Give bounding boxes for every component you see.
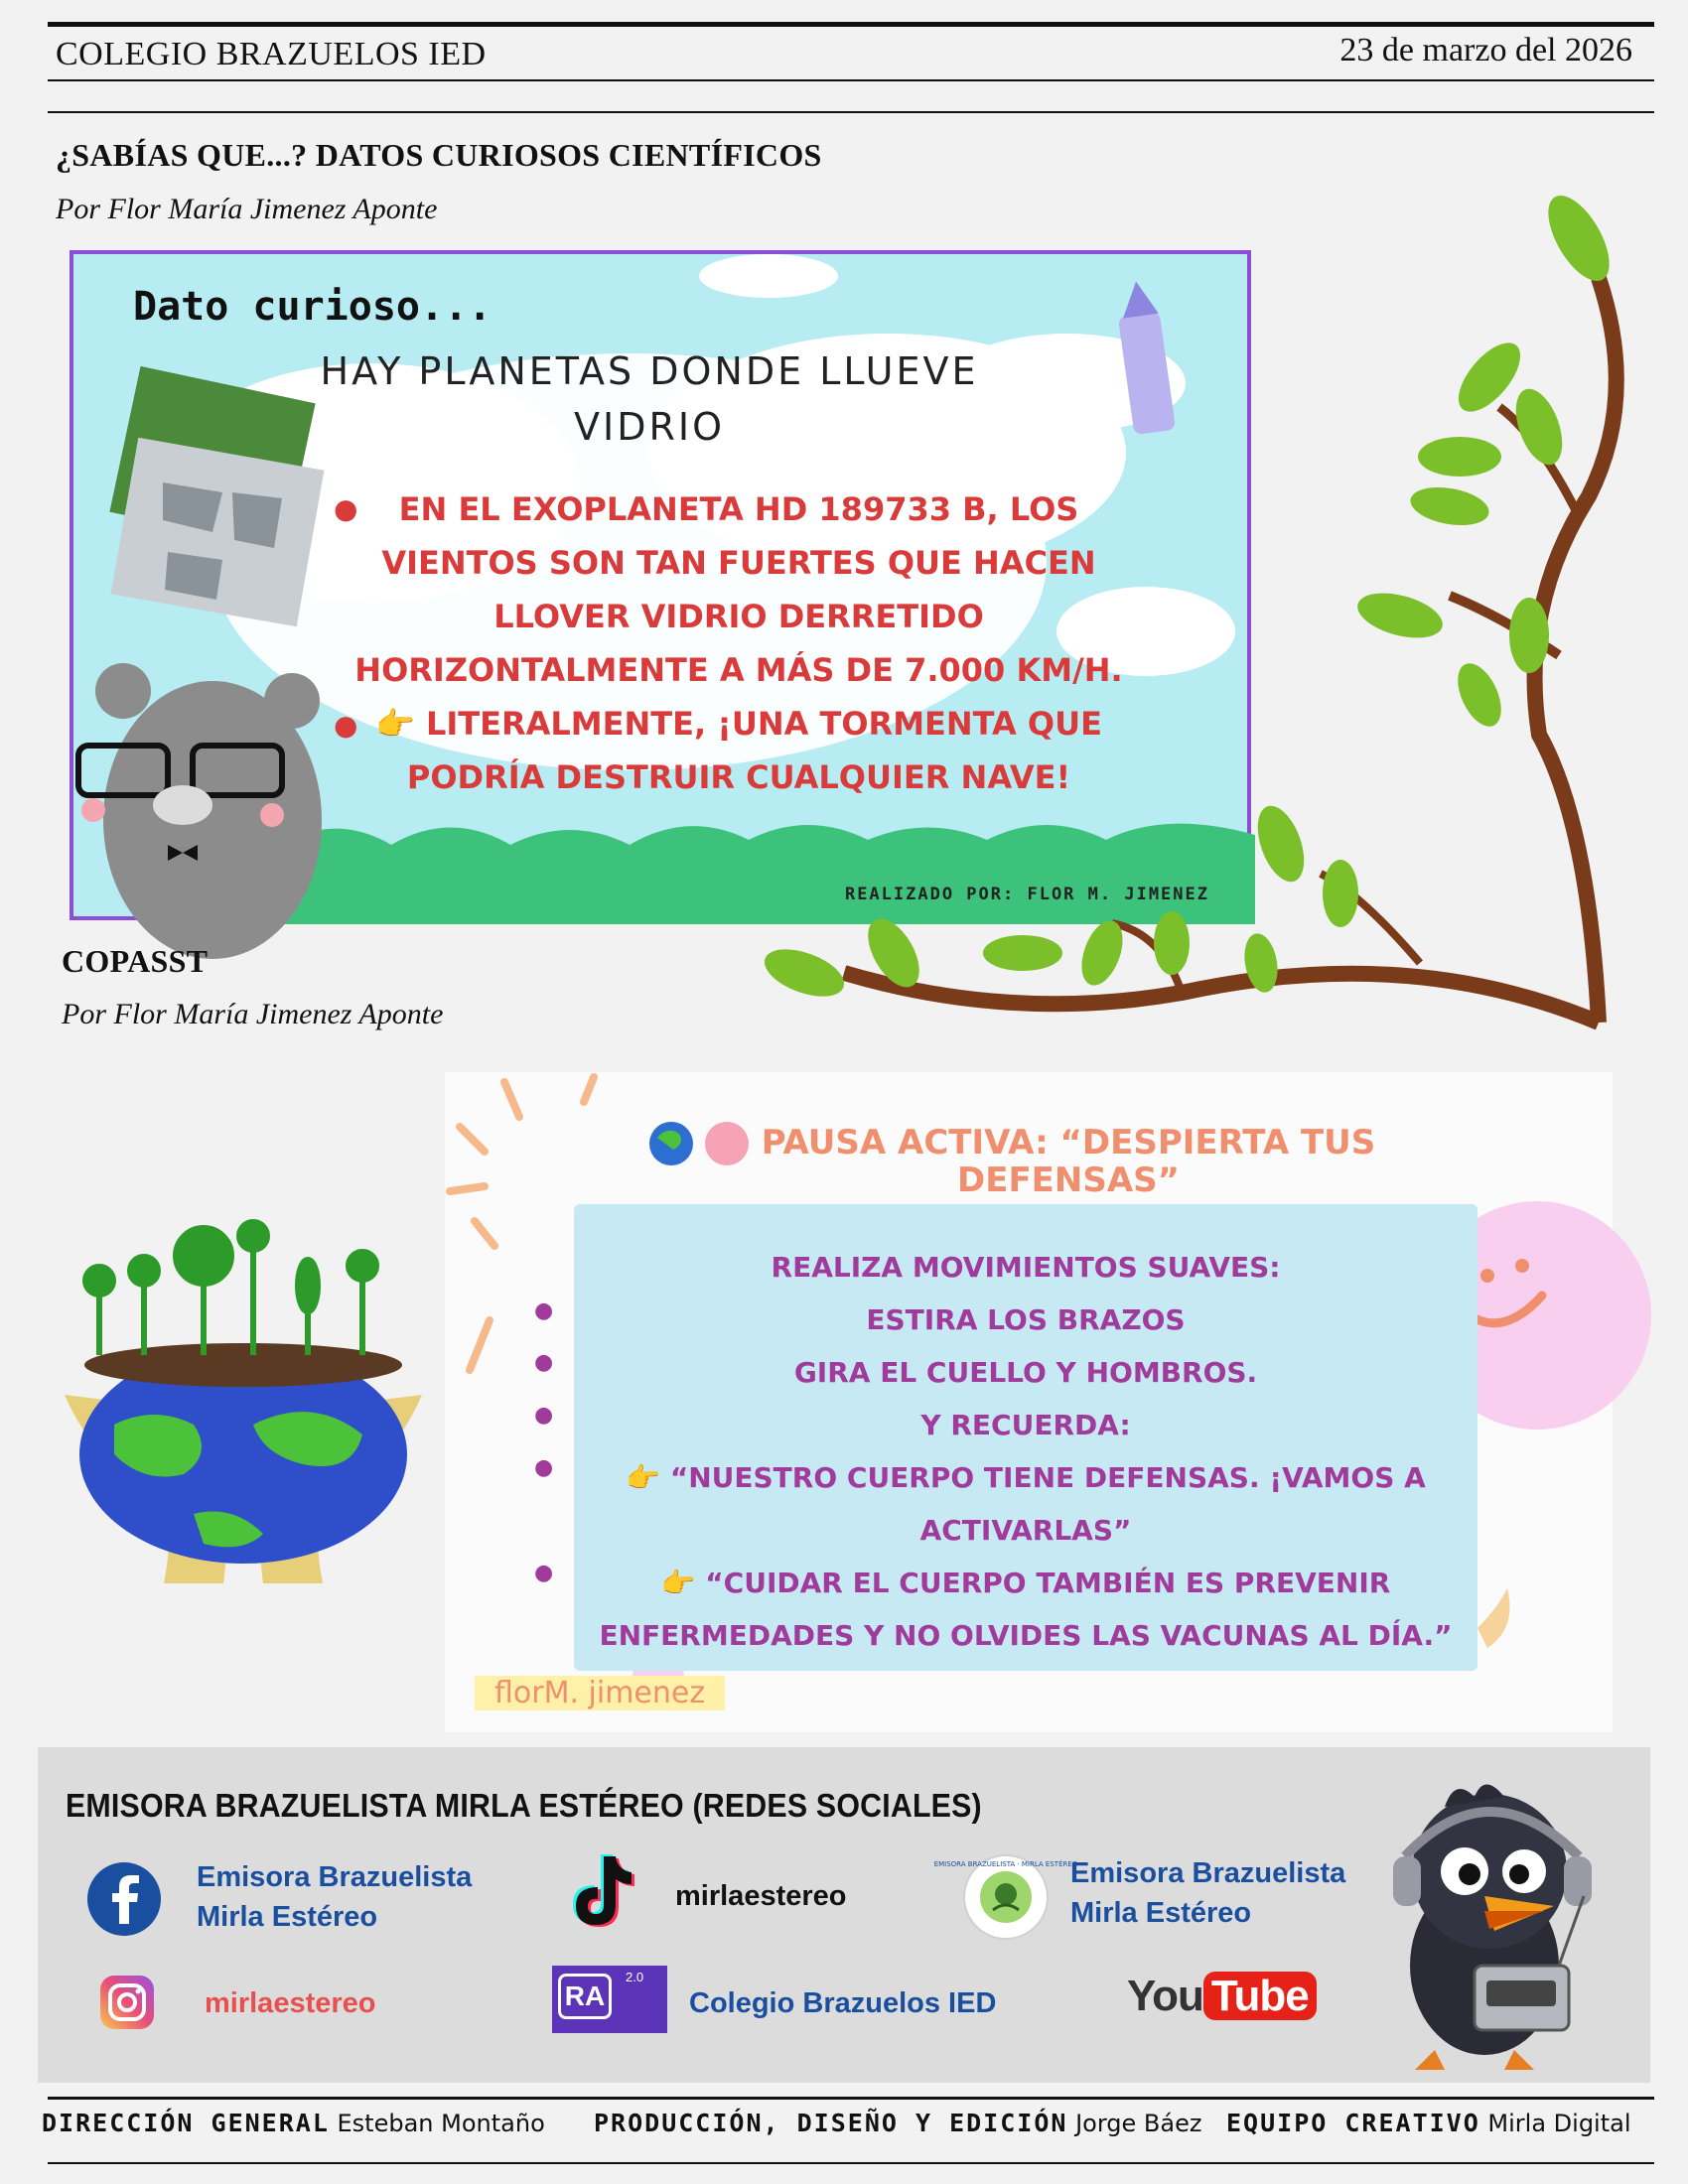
bullet-icon: ● [534,1350,554,1375]
poster2-title-line1: PAUSA ACTIVA: “DESPIERTA TUS [761,1123,1376,1162]
produccion-label: PRODUCCIÓN, DISEÑO Y EDICIÓN [594,2109,1068,2137]
article2-byline: Por Flor María Jimenez Aponte [62,998,444,1030]
article1-title: ¿SABÍAS QUE...? DATOS CURIOSOS CIENTÍFICOS [56,137,822,173]
direccion-label: DIRECCIÓN GENERAL [42,2109,330,2137]
ra-logo-version: 2.0 [626,1970,644,1984]
poster2-credit: florM. jimenez [475,1676,725,1710]
poster-headline-line1: HAY PLANETAS DONDE LLUEVE [320,349,979,393]
bullet-icon: ● [534,1561,554,1585]
poster-line: 👉 LITERALMENTE, ¡UNA TORMENTA QUE [375,705,1102,743]
active-pause-poster [445,1072,1613,1732]
poster2-line: ENFERMEDADES Y NO OLVIDES LAS VACUNAS AL DÍA.” [599,1619,1453,1652]
social-title: EMISORA BRAZUELISTA MIRLA ESTÉREO (REDES SOCIALES) [66,1787,982,1824]
direccion-name: Esteban Montaño [337,2110,545,2137]
equipo-name: Mirla Digital [1487,2110,1631,2137]
facebook-line2: Mirla Estéreo [197,1901,378,1933]
tiktok-link[interactable]: mirlaestereo [675,1880,847,1912]
header-rule-2 [48,111,1654,113]
poster-line: EN EL EXOPLANETA HD 189733 B, LOS [398,490,1079,528]
top-rule-thick [48,22,1654,27]
poster-label: Dato curioso... [133,284,492,330]
youtube-logo[interactable] [1127,1972,1317,2021]
produccion-name: Jorge Báez [1075,2110,1202,2137]
poster-line: HORIZONTALMENTE A MÁS DE 7.000 KM/H. [354,651,1123,689]
mascot-bird-illustration [1375,1777,1604,2075]
ra-logo-text: RA [558,1974,612,2019]
poster2-title [445,1124,1652,1199]
credits-rule-top [48,2097,1654,2100]
issue-date: 23 de marzo del 2026 [1339,32,1632,68]
poster-credit: REALIZADO POR: FLOR M. JIMENEZ [844,885,1209,904]
emisora-logo[interactable] [933,1854,1078,1940]
poster-line: VIENTOS SON TAN FUERTES QUE HACEN [381,544,1096,582]
facebook-link[interactable] [197,1857,472,1937]
credit-produccion [594,2109,1201,2137]
bullet-icon: ● [534,1403,554,1428]
emisora-line2: Mirla Estéreo [1070,1897,1252,1929]
header-rule [48,79,1654,81]
emisora-link[interactable] [1070,1853,1345,1933]
poster2-line: REALIZA MOVIMIENTOS SUAVES: [771,1251,1281,1284]
ra-logo[interactable] [552,1966,667,2033]
poster2-title-line2: DEFENSAS” [957,1160,1180,1200]
tiktok-icon[interactable] [566,1852,635,1932]
bullet-icon: ● [334,492,358,525]
credits-rule-bottom [48,2162,1654,2164]
poster2-line: 👉 “NUESTRO CUERPO TIENE DEFENSAS. ¡VAMOS A [626,1461,1426,1494]
poster2-line: GIRA EL CUELLO Y HOMBROS. [793,1356,1258,1389]
bullet-icon: ● [534,1298,554,1323]
globe-hands-illustration [55,1206,432,1583]
equipo-label: EQUIPO CREATIVO [1226,2109,1480,2137]
poster2-line: 👉 “CUIDAR EL CUERPO TAMBIÉN ES PREVENIR [660,1567,1391,1599]
poster-line: LLOVER VIDRIO DERRETIDO [493,598,984,635]
instagram-link[interactable]: mirlaestereo [205,1987,376,2019]
youtube-you: You [1127,1972,1203,2020]
facebook-icon[interactable] [87,1862,161,1936]
article1-byline: Por Flor María Jimenez Aponte [56,193,438,225]
poster-headline-line2: VIDRIO [574,405,725,449]
bullet-icon: ● [334,709,358,742]
poster-line: PODRÍA DESTRUIR CUALQUIER NAVE! [406,758,1071,796]
credit-direccion [42,2109,545,2137]
facebook-line1: Emisora Brazuelista [197,1861,473,1893]
ra-link[interactable]: Colegio Brazuelos IED [689,1987,997,2019]
emisora-logo-text: EMISORA BRAZUELISTA · MIRLA ESTÉREO [933,1860,1078,1868]
instagram-icon[interactable] [97,1973,157,2032]
emisora-line1: Emisora Brazuelista [1070,1857,1346,1889]
bullet-icon: ● [534,1455,554,1480]
youtube-tube: Tube [1203,1972,1317,2020]
credit-equipo [1226,2109,1631,2137]
tree-branch-illustration [765,179,1638,1032]
school-name: COLEGIO BRAZUELOS IED [56,36,487,72]
poster2-line: ESTIRA LOS BRAZOS [866,1303,1186,1336]
article2-title: COPASST [62,943,209,979]
poster2-body [574,1241,1477,1662]
poster2-line: ACTIVARLAS” [919,1514,1132,1547]
poster2-line: Y RECUERDA: [920,1409,1131,1441]
